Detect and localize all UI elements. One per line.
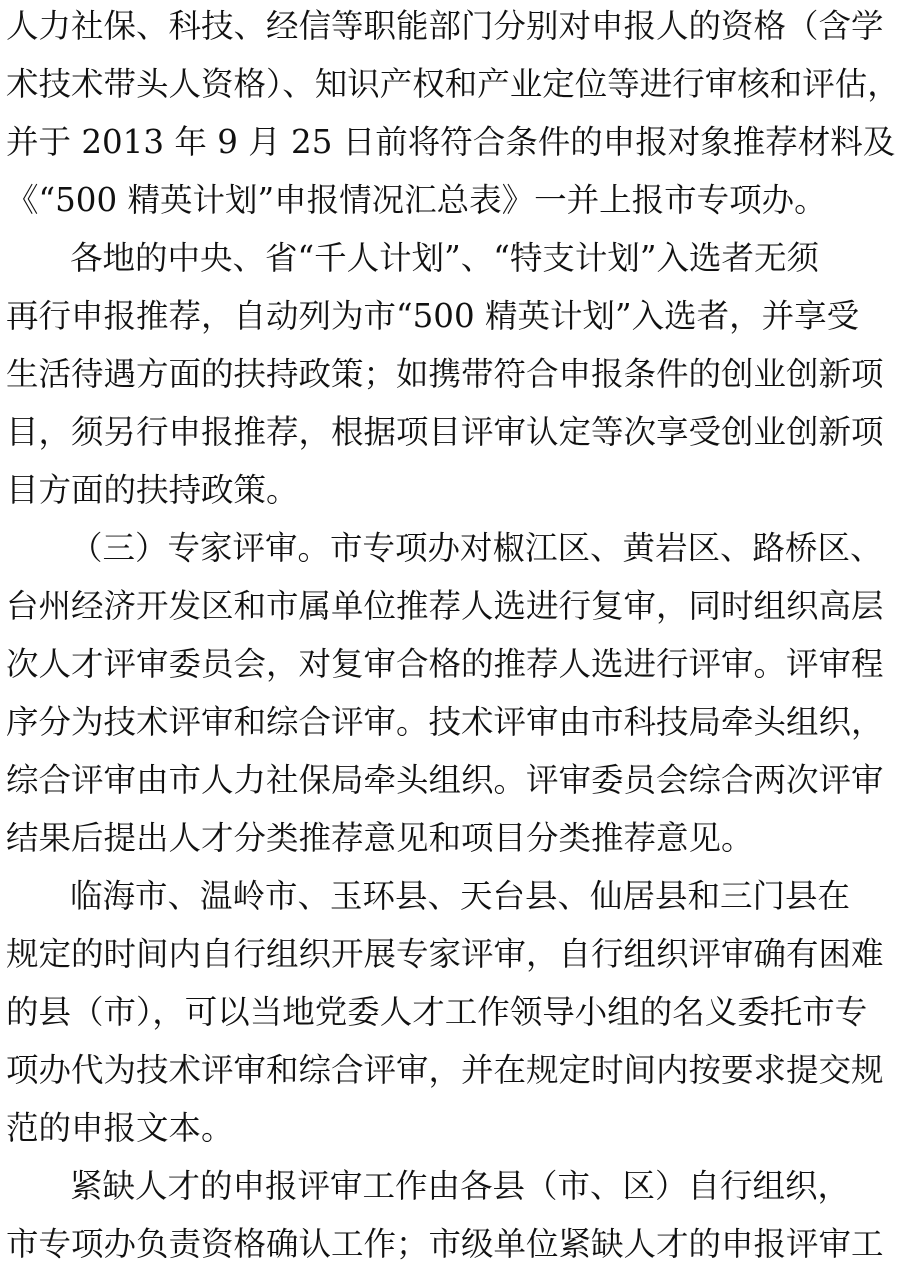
body-text-line: 各地的中央、省“千人计划”、“特支计划”入选者无须 (70, 239, 819, 277)
body-text-line: 次人才评审委员会，对复审合格的推荐人选进行评审。评审程 (6, 645, 884, 683)
body-text-line: 生活待遇方面的扶持政策；如携带符合申报条件的创业创新项 (6, 355, 884, 393)
body-text-line: 人力社保、科技、经信等职能部门分别对申报人的资格（含学 (6, 7, 884, 45)
body-text-line: 再行申报推荐，自动列为市“500 精英计划”入选者，并享受 (6, 297, 860, 335)
body-text-line: 并于 2013 年 9 月 25 日前将符合条件的申报对象推荐材料及 (6, 123, 896, 161)
body-text-line: 结果后提出人才分类推荐意见和项目分类推荐意见。 (6, 819, 754, 857)
body-text-line: 序分为技术评审和综合评审。技术评审由市科技局牵头组织， (6, 703, 884, 741)
section-heading-line: （三）专家评审。市专项办对椒江区、黄岩区、路桥区、 (70, 529, 883, 567)
body-text-line: 范的申报文本。 (6, 1109, 234, 1147)
body-text-line: 目，须另行申报推荐，根据项目评审认定等次享受创业创新项 (6, 413, 884, 451)
body-text-line: 目方面的扶持政策。 (6, 471, 299, 509)
body-text-line: 的县（市），可以当地党委人才工作领导小组的名义委托市专 (6, 993, 868, 1031)
body-text-line: 紧缺人才的申报评审工作由各县（市、区）自行组织， (70, 1167, 851, 1205)
body-text-line: 临海市、温岭市、玉环县、天台县、仙居县和三门县在 (70, 877, 851, 915)
body-text-line: 规定的时间内自行组织开展专家评审，自行组织评审确有困难 (6, 935, 884, 973)
body-text-line: 综合评审由市人力社保局牵头组织。评审委员会综合两次评审 (6, 761, 884, 799)
body-text-line: 《“500 精英计划”申报情况汇总表》一并上报市专项办。 (6, 181, 827, 219)
body-text-line: 市专项办负责资格确认工作；市级单位紧缺人才的申报评审工 (6, 1225, 884, 1263)
body-text-line: 项办代为技术评审和综合评审，并在规定时间内按要求提交规 (6, 1051, 884, 1089)
body-text-line: 术技术带头人资格）、知识产权和产业定位等进行审核和评估， (6, 65, 900, 103)
body-text-line: 台州经济开发区和市属单位推荐人选进行复审，同时组织高层 (6, 587, 884, 625)
